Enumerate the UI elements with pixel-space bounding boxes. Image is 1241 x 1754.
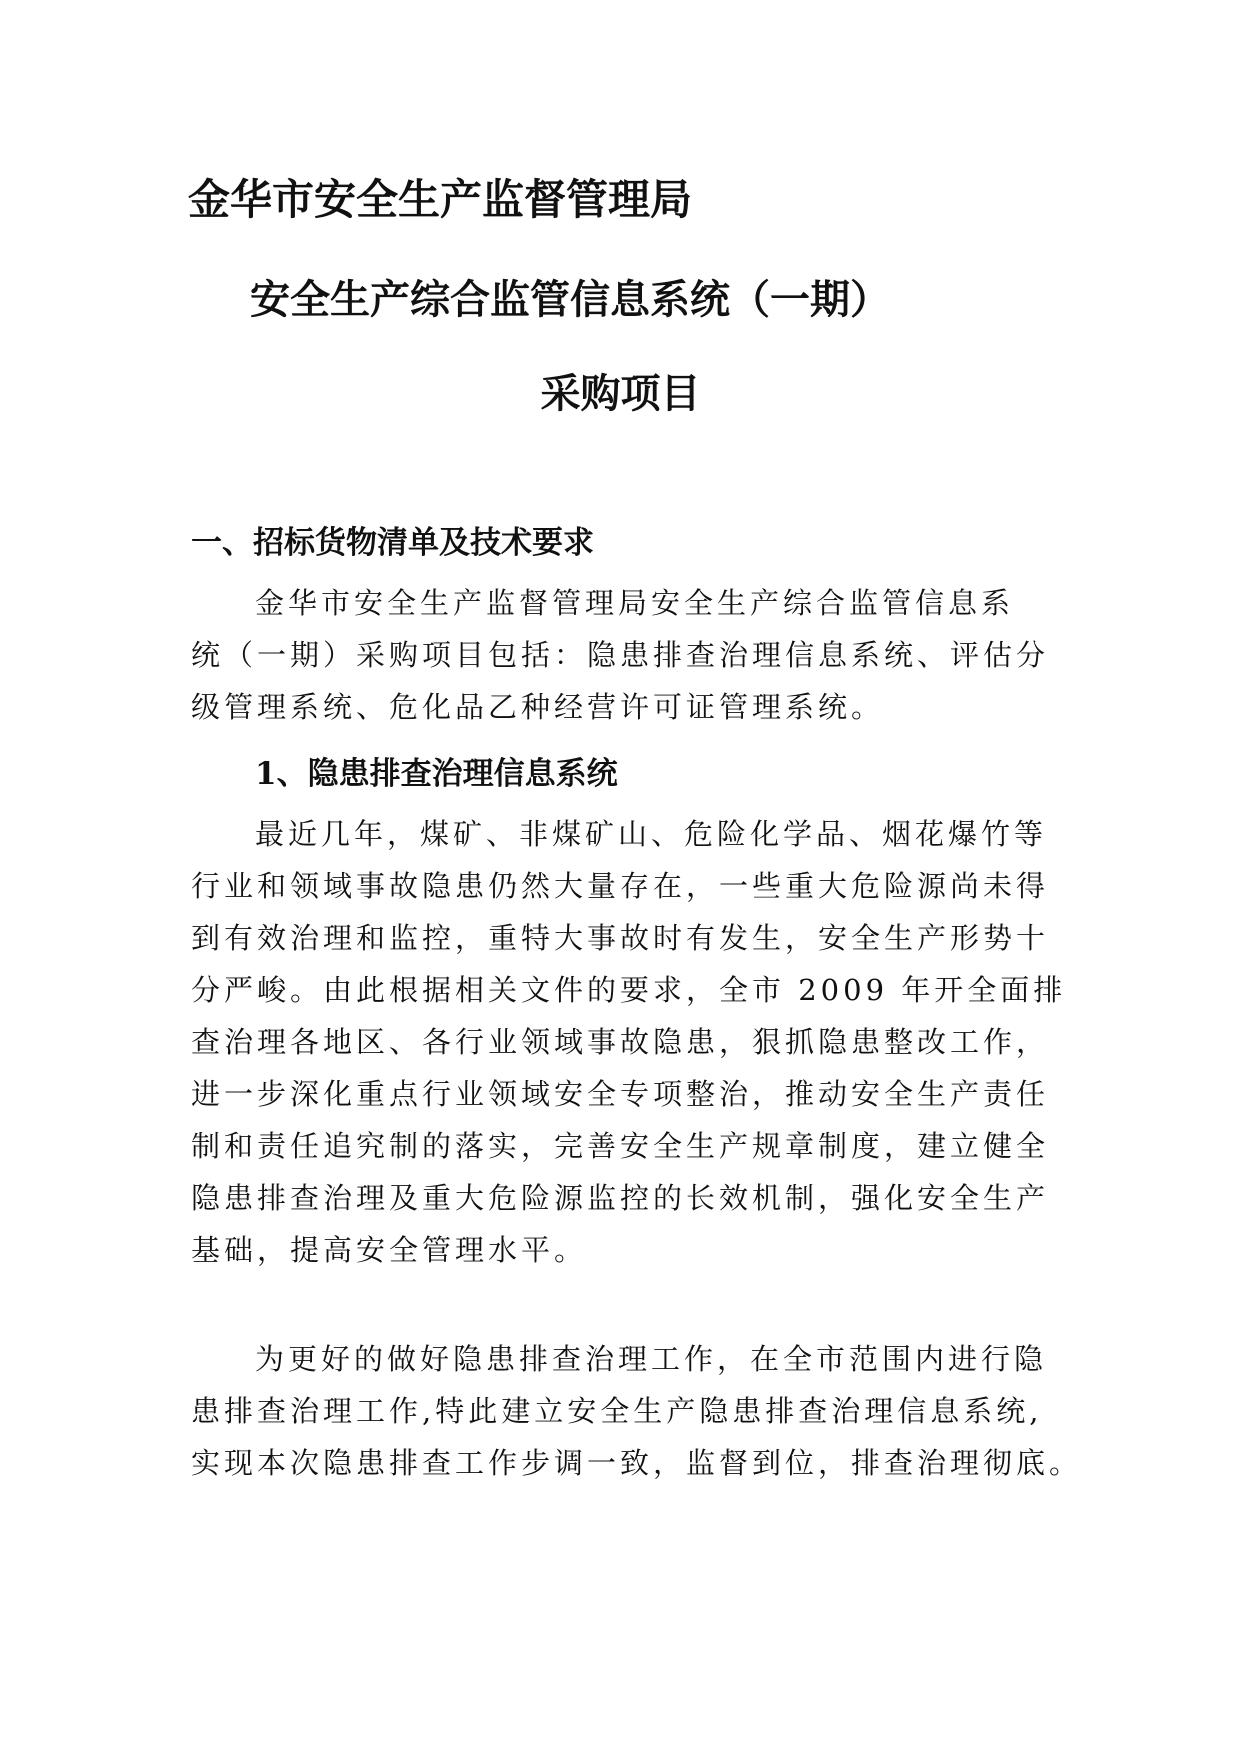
- paragraph-line: 基础，提高安全管理水平。: [191, 1233, 588, 1267]
- paragraph-line: 制和责任追究制的落实，完善安全生产规章制度，建立健全: [191, 1129, 1050, 1163]
- background-paragraph: [191, 808, 1067, 1276]
- paragraph-line: 进一步深化重点行业领域安全专项整治，推动安全生产责任: [191, 1077, 1050, 1111]
- project-title: 采购项目: [540, 370, 701, 417]
- paragraph-line: 分严峻。由此根据相关文件的要求，全市 2009 年开全面排: [191, 973, 1067, 1007]
- paragraph-line: 实现本次隐患排查工作步调一致，监督到位，排查治理彻底。: [191, 1446, 1083, 1480]
- paragraph-line: 最近几年，煤矿、非煤矿山、危险化学品、烟花爆竹等: [255, 817, 1048, 851]
- paragraph-line: 级管理系统、危化品乙种经营许可证管理系统。: [191, 690, 885, 724]
- paragraph-line: 统（一期）采购项目包括：隐患排查治理信息系统、评估分: [191, 638, 1050, 672]
- section-intro-paragraph: [191, 577, 1051, 733]
- paragraph-line: 查治理各地区、各行业领域事故隐患，狠抓隐患整改工作，: [191, 1025, 1050, 1059]
- org-title: 金华市安全生产监督管理局: [188, 175, 693, 224]
- system-title: 安全生产综合监管信息系统（一期）: [250, 276, 890, 323]
- paragraph-line: 患排查治理工作,特此建立安全生产隐患排查治理信息系统,: [191, 1394, 1043, 1428]
- paragraph-line: 到有效治理和监控，重特大事故时有发生，安全生产形势十: [191, 921, 1050, 955]
- paragraph-line: 隐患排查治理及重大危险源监控的长效机制，强化安全生产: [191, 1181, 1050, 1215]
- section-heading: 一、招标货物清单及技术要求: [191, 525, 594, 561]
- paragraph-line: 为更好的做好隐患排查治理工作，在全市范围内进行隐: [255, 1342, 1048, 1376]
- subsection-heading: 1、隐患排查治理信息系统: [255, 756, 618, 792]
- paragraph-line: 金华市安全生产监督管理局安全生产综合监管信息系: [255, 586, 1015, 620]
- paragraph-line: 行业和领域事故隐患仍然大量存在，一些重大危险源尚未得: [191, 869, 1050, 903]
- purpose-paragraph: [191, 1333, 1083, 1489]
